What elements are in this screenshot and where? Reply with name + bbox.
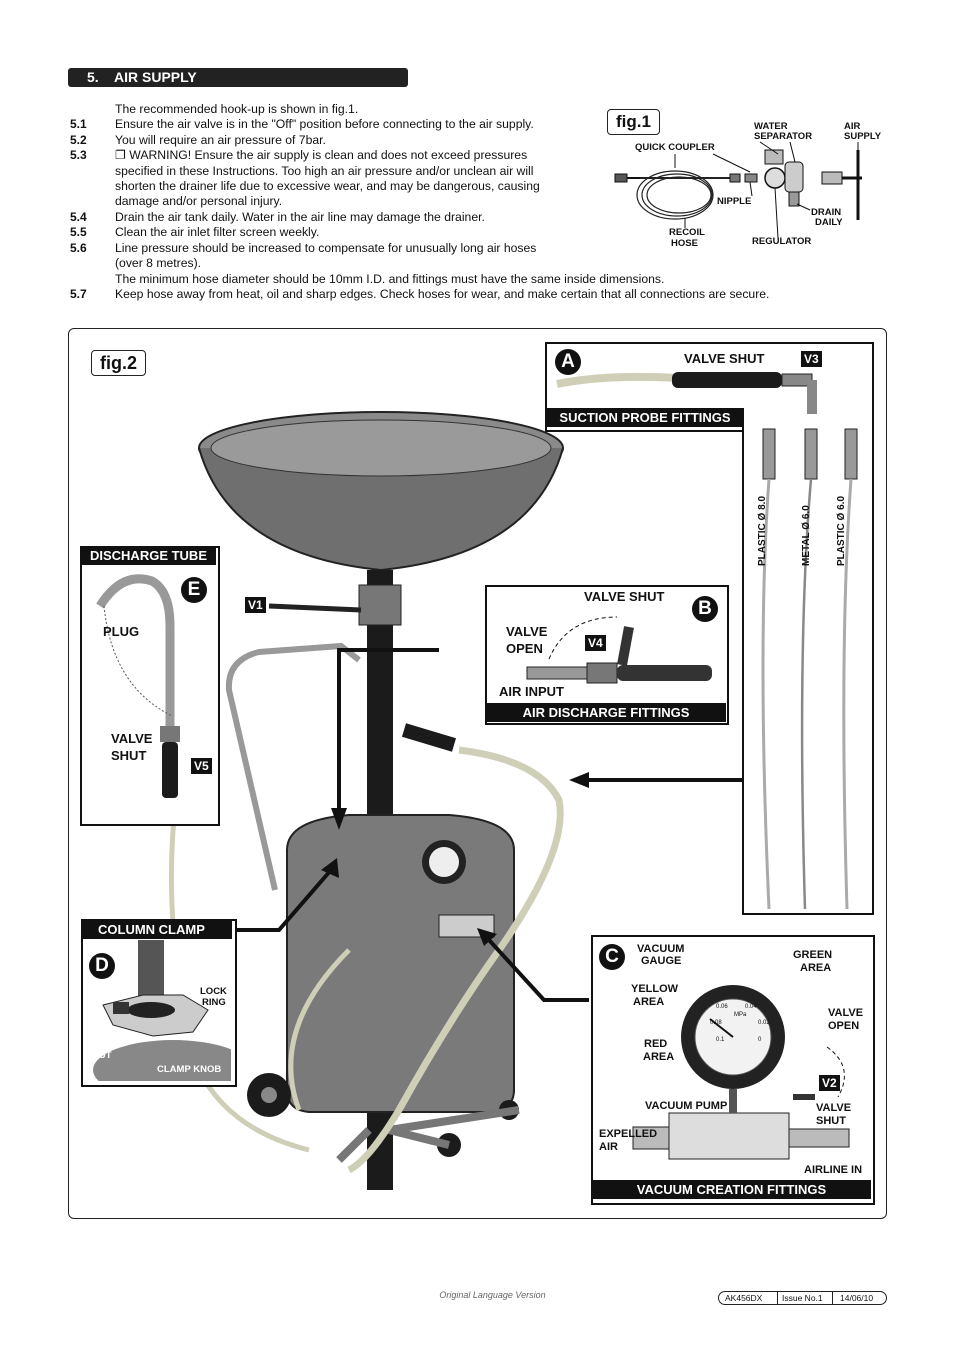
lock-nut-label: LOCK	[87, 1039, 114, 1050]
green-area-label: AREA	[800, 962, 832, 974]
item-number: 5.7	[70, 287, 87, 301]
plug-label: PLUG	[103, 624, 140, 639]
item-text: Keep hose away from heat, oil and sharp edges. Check hoses for wear, and make certain that all connections are secure.	[115, 287, 770, 301]
regulator-label: REGULATOR	[752, 236, 812, 247]
panel-b-valve-open: OPEN	[506, 641, 543, 656]
item-number: 5.5	[70, 225, 87, 239]
item-text: Ensure the air valve is in the "Off" position before connecting to the air supply.	[115, 117, 534, 131]
nipple-label: NIPPLE	[717, 196, 752, 207]
valve-open-label: OPEN	[828, 1020, 860, 1032]
panel-a-valve-shut: VALVE SHUT	[684, 351, 765, 366]
water-separator-label: SEPARATOR	[754, 131, 813, 142]
item-text: The minimum hose diameter should be 10mm I.D. and fittings must have the same inside dimensions.	[115, 272, 665, 286]
water-separator-label: WATER	[754, 121, 788, 132]
probe-label: METAL Ø 6.0	[801, 505, 812, 566]
panel-e-title: DISCHARGE TUBE	[81, 546, 216, 565]
gauge-tick: 0.02	[758, 1020, 770, 1026]
quick-coupler-label: QUICK COUPLER	[635, 142, 715, 153]
footer-date: 14/06/10	[840, 1293, 874, 1303]
v2-tag: V2	[819, 1075, 840, 1091]
air-discharge-drawing	[487, 587, 723, 703]
recoil-hose-label: RECOIL	[669, 227, 705, 238]
v1-tag: V1	[245, 597, 266, 613]
yellow-area-label: AREA	[633, 996, 665, 1008]
warning-line: damage and/or personal injury.	[115, 194, 283, 208]
vacuum-gauge-label: VACUUM	[637, 943, 685, 955]
panel-c-letter: C	[599, 944, 625, 970]
footer-model: AK456DX	[725, 1293, 763, 1303]
gauge-tick: 0.06	[716, 1004, 728, 1010]
fig1-tag: fig.1	[607, 109, 660, 135]
red-area-label: RED	[644, 1038, 668, 1050]
gauge-tick: 0.1	[716, 1037, 725, 1043]
intro-text: The recommended hook-up is shown in fig.1.	[115, 102, 359, 116]
expelled-air-label: AIR	[599, 1141, 618, 1153]
panel-a-letter: A	[555, 349, 581, 375]
item-number: 5.4	[70, 210, 87, 224]
section-title: AIR SUPPLY	[114, 69, 197, 85]
discharge-tube-drawing	[82, 566, 214, 820]
item-text: Clean the air inlet filter screen weekly.	[115, 225, 320, 239]
item-number: 5.6	[70, 241, 87, 255]
valve-shut-label: SHUT	[816, 1115, 846, 1127]
air-input-label: AIR INPUT	[499, 684, 564, 699]
red-area-label: AREA	[643, 1051, 675, 1063]
probe-label: PLASTIC Ø 8.0	[757, 495, 768, 566]
warning-line: ❐ WARNING! Ensure the air supply is clean and does not exceed pressures	[115, 148, 528, 162]
panel-e-valve-shut: SHUT	[111, 748, 147, 763]
panel-b-letter: B	[692, 596, 718, 622]
item-number: 5.2	[70, 133, 87, 147]
valve-open-label: VALVE	[828, 1007, 864, 1019]
panel-e-valve-shut: VALVE	[111, 731, 153, 746]
air-supply-label: SUPPLY	[844, 131, 882, 142]
panel-c-title: VACUUM CREATION FITTINGS	[592, 1180, 871, 1199]
item-number: 5.1	[70, 117, 87, 131]
valve-shut-label: VALVE	[816, 1102, 852, 1114]
lock-ring-label: LOCK	[200, 986, 227, 997]
panel-a-title: SUCTION PROBE FITTINGS	[546, 408, 744, 427]
gauge-tick: 0	[758, 1037, 762, 1043]
gauge-tick: 0.04	[745, 1004, 757, 1010]
v4-tag: V4	[585, 635, 606, 651]
footer-note: Original Language Version	[439, 1290, 546, 1300]
vacuum-pump-label: VACUUM PUMP	[645, 1100, 728, 1112]
vacuum-gauge-label: GAUGE	[641, 955, 682, 967]
expelled-air-label: EXPELLED	[599, 1128, 658, 1140]
panel-d-title: COLUMN CLAMP	[82, 920, 232, 939]
v3-tag: V3	[801, 351, 822, 367]
panel-d-letter: D	[89, 953, 115, 979]
drain-daily-label: DRAIN	[811, 207, 842, 218]
panel-b-valve-open: VALVE	[506, 624, 548, 639]
clamp-knob-label: CLAMP KNOB	[157, 1064, 222, 1075]
item-number: 5.3	[70, 148, 87, 162]
section-header	[68, 68, 408, 87]
recoil-hose-label: HOSE	[671, 238, 698, 249]
green-area-label: GREEN	[793, 949, 833, 961]
gauge-tick: 0.08	[710, 1020, 722, 1026]
yellow-area-label: YELLOW	[631, 983, 679, 995]
fig2-tag: fig.2	[91, 350, 146, 376]
lock-ring-label: RING	[202, 997, 226, 1008]
warning-line: shorten the drainer life due to excessive wear, and may be dangerous, causing	[115, 179, 540, 193]
lock-nut-label: NUT	[92, 1050, 112, 1061]
gauge-unit: MPa	[734, 1012, 747, 1018]
air-supply-label: AIR	[844, 121, 861, 132]
airline-in-label: AIRLINE IN	[804, 1164, 863, 1176]
panel-b-title: AIR DISCHARGE FITTINGS	[486, 703, 726, 722]
drain-daily-label: DAILY	[815, 217, 843, 228]
item-text: Drain the air tank daily. Water in the air line may damage the drainer.	[115, 210, 485, 224]
footer-info	[718, 1291, 887, 1305]
probe-label: PLASTIC Ø 6.0	[836, 495, 847, 566]
warning-line: specified in these Instructions. Too high an air pressure and/or unclean air will	[115, 164, 534, 178]
item-text: (over 8 metres).	[115, 256, 202, 270]
footer-issue: Issue No.1	[782, 1293, 823, 1303]
panel-b-valve-shut: VALVE SHUT	[584, 589, 665, 604]
item-text: Line pressure should be increased to compensate for unusually long air hoses	[115, 241, 537, 255]
item-text: You will require an air pressure of 7bar.	[115, 133, 326, 147]
v5-tag: V5	[191, 758, 212, 774]
panel-e-letter: E	[181, 577, 207, 603]
section-number: 5.	[87, 69, 99, 85]
